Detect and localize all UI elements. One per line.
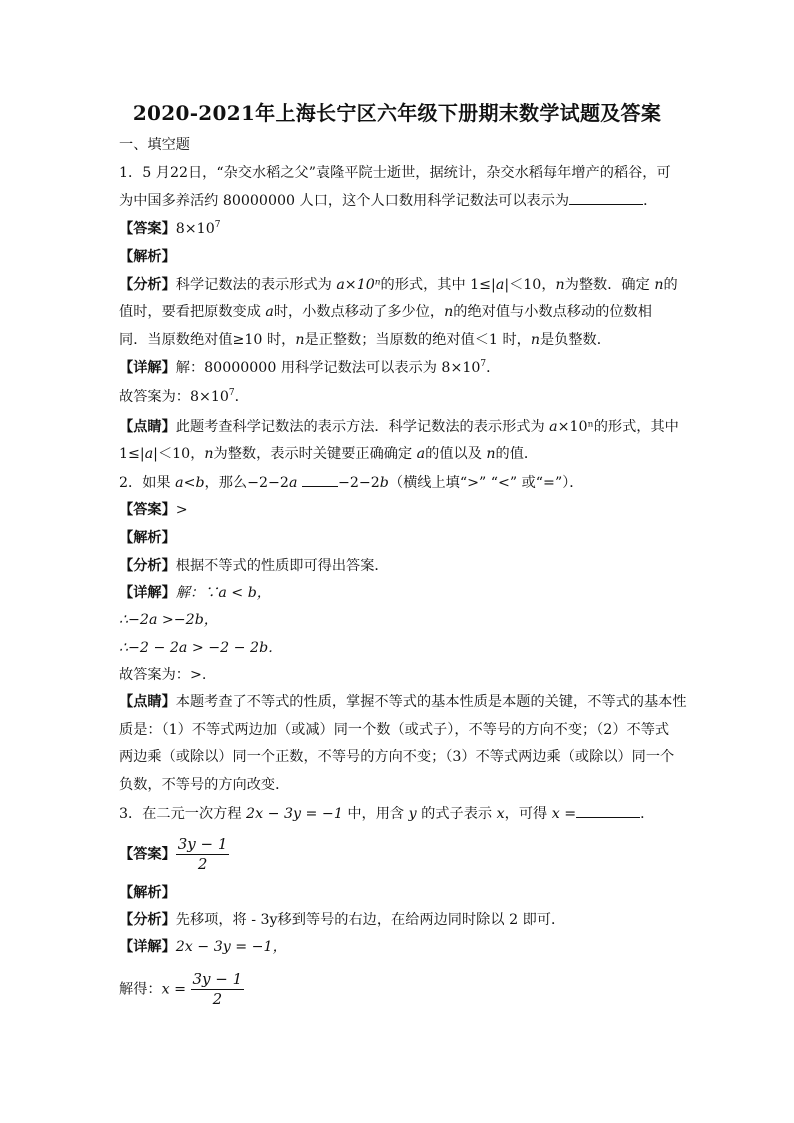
analysis-tag: 【解析】	[119, 530, 176, 546]
analysis-tag: 【解析】	[119, 885, 176, 901]
q2-final: 故答案为：>.	[119, 667, 207, 683]
q3-answer-blank	[576, 803, 640, 818]
document-title: 2020-2021年上海长宁区六年级下册期末数学试题及答案	[132, 101, 662, 125]
q1-fenxi-text: 的绝对值与小数点移动的位数相	[453, 304, 652, 320]
q1-fenxi-var: a	[495, 277, 505, 293]
q1-xiangjie-text: 解：80000000 用科学记数法可以表示为 8×10	[175, 360, 481, 376]
q1-final-text: 故答案为：8×10	[119, 389, 229, 405]
q2-xiangjie-line	[119, 583, 271, 603]
q3-fenxi-text: 先移项，将 - 3y移到等号的右边，在给两边同时除以 2 即可．	[175, 912, 566, 928]
q2-dianjing-text: 本题考查了不等式的性质，掌握不等式的基本性质是本题的关键，不等式的基本性	[175, 694, 687, 710]
q1-dianjing-text: 的值以及	[425, 446, 487, 462]
xiangjie-tag: 【详解】	[119, 585, 176, 601]
q3-solution-var: x =	[161, 981, 186, 998]
q2-answer-line	[119, 500, 188, 520]
q1-fenxi-var: n	[654, 277, 664, 293]
dianjing-tag: 【点睛】	[119, 419, 176, 435]
q1-dianjing-var: a	[416, 446, 426, 462]
q1-fenxi-line1	[119, 275, 678, 295]
q2-dianjing-line2: 质是：（1）不等式两边加（或减）同一个数（或式子），不等号的方向不变；（2）不等式	[119, 722, 670, 738]
fraction-numerator: 3y − 1	[192, 970, 243, 988]
q1-fenxi-line2	[119, 302, 652, 322]
analysis-tag: 【解析】	[119, 249, 176, 265]
q1-fenxi-text: 同．当原数绝对值≥10 时，	[119, 332, 296, 348]
q2-dianjing-line3: 两边乘（或除以）同一个正数，不等号的方向不变；（3）不等式两边乘（或除以）同一个	[119, 749, 675, 765]
fraction-numerator: 3y − 1	[177, 835, 228, 853]
q1-answer-exponent: 7	[214, 220, 221, 230]
q2-condition: a<b	[175, 475, 205, 491]
q1-fenxi-text: 的形式，其中 1≤|	[380, 277, 496, 293]
q1-answer-blank	[569, 190, 643, 205]
q3-fenxi-line	[119, 910, 565, 930]
q1-fenxi-var: n	[530, 332, 540, 348]
q1-dianjing-text: 为整数，表示时关键要正确确定	[213, 446, 417, 462]
q2-text-part: 2．如果	[119, 475, 176, 491]
q2-text-part: −2−2	[337, 475, 380, 491]
xiangjie-tag: 【详解】	[119, 360, 176, 376]
q1-fenxi-formula: a×10ⁿ	[336, 277, 381, 293]
fenxi-tag: 【分析】	[119, 912, 176, 928]
q1-fenxi-text: 的	[663, 277, 678, 293]
q3-var: y	[408, 806, 417, 822]
q1-xiangjie-end: ．	[486, 360, 501, 376]
q2-var: a	[288, 475, 298, 491]
q1-fenxi-text: 是负整数．	[539, 332, 611, 348]
q1-text-line1: 1．5 月22日，“杂交水稻之父”袁隆平院士逝世，据统计，杂交水稻每年增产的稻谷，可	[119, 165, 671, 181]
q1-dianjing-text: |＜10，	[153, 446, 205, 462]
q1-fenxi-line3	[119, 330, 611, 350]
q2-xiangjie-text: 解：∵a < b，	[175, 585, 271, 601]
answer-tag: 【答案】	[119, 221, 176, 237]
q1-dianjing-line1	[119, 417, 679, 437]
answer-tag: 【答案】	[119, 846, 176, 863]
q1-fenxi-text: 时，小数点移动了多少位，	[273, 304, 445, 320]
q1-text-end: ．	[643, 193, 658, 209]
q1-dianjing-text: 此题考查科学记数法的表示方法．科学记数法的表示形式为	[175, 419, 550, 435]
q3-text-end: ．	[640, 806, 655, 822]
q1-text-line2	[119, 190, 657, 211]
q3-var: x	[496, 806, 505, 822]
q1-fenxi-text: 为整数．确定	[564, 277, 655, 293]
q1-fenxi-text: 科学记数法的表示形式为	[175, 277, 337, 293]
q2-dianjing-line4: 负数，不等号的方向改变．	[119, 777, 290, 793]
fenxi-tag: 【分析】	[119, 277, 176, 293]
q3-text-part: ，可得	[504, 806, 552, 822]
q3-xiangjie-line	[119, 937, 287, 957]
q2-answer-value: >	[175, 502, 188, 518]
q1-dianjing-var: a	[549, 419, 558, 435]
q1-fenxi-var: n	[444, 304, 454, 320]
q3-answer-line	[119, 835, 229, 874]
q1-dianjing-line2	[119, 444, 538, 464]
q1-answer-value: 8×10	[175, 221, 215, 237]
q2-var: b	[379, 475, 389, 491]
q3-var: x =	[551, 806, 577, 822]
q2-text-part: （横线上填“>” “<” 或“=”）．	[388, 475, 584, 491]
q1-answer-line	[119, 219, 220, 239]
q1-dianjing-text: ×10ⁿ的形式，其中	[557, 419, 679, 435]
q1-dianjing-var: n	[204, 446, 214, 462]
answer-tag: 【答案】	[119, 502, 176, 518]
q1-dianjing-var: a	[144, 446, 154, 462]
q1-fenxi-var: a	[265, 304, 274, 320]
q1-final-exponent: 7	[228, 388, 235, 398]
q3-solution-label: 解得：	[119, 981, 162, 998]
q1-fenxi-text: 值时，要看把原数变成	[119, 304, 266, 320]
q2-step2: ∴−2 − 2a > −2 − 2b．	[119, 640, 283, 656]
q1-fenxi-var: n	[555, 277, 565, 293]
q1-fenxi-text: 是正整数；当原数的绝对值＜1 时，	[304, 332, 531, 348]
fraction-denominator: 2	[197, 855, 208, 873]
q1-final-line	[119, 387, 249, 407]
fraction-denominator: 2	[212, 990, 223, 1008]
q3-text-part: 的式子表示	[416, 806, 497, 822]
q3-text	[119, 803, 654, 824]
q2-step1: ∴−2a >−2b，	[119, 612, 218, 628]
q1-final-end: ．	[234, 389, 249, 405]
q1-fenxi-var: n	[295, 332, 305, 348]
section-heading: 一、填空题	[119, 137, 190, 153]
q3-equation: 2x − 3y = −1	[246, 806, 343, 822]
q3-xiangjie-text: 2x − 3y = −1，	[175, 939, 287, 955]
q2-text-part: ，那么−2−2	[204, 475, 289, 491]
q1-dianjing-text: 的值．	[495, 446, 539, 462]
q2-dianjing-line1	[119, 692, 687, 712]
q3-text-part: 中，用含	[342, 806, 409, 822]
xiangjie-tag: 【详解】	[119, 939, 176, 955]
q3-text-part: 3．在二元一次方程	[119, 806, 247, 822]
q1-dianjing-text: 1≤|	[119, 446, 145, 462]
q1-fenxi-text: |＜10，	[504, 277, 556, 293]
q1-xiangjie-line	[119, 358, 500, 378]
q3-solution-fraction	[191, 970, 245, 1009]
q1-xiangjie-exponent: 7	[480, 359, 487, 369]
fenxi-tag: 【分析】	[119, 558, 176, 574]
q3-solution-line	[119, 970, 244, 1009]
q3-answer-fraction	[176, 835, 230, 874]
q2-text	[119, 472, 583, 493]
q2-fenxi-line	[119, 556, 389, 576]
q2-answer-blank	[302, 472, 338, 487]
q1-text-body: 为中国多养活约 80000000 人口，这个人口数用科学记数法可以表示为	[119, 193, 570, 209]
dianjing-tag: 【点睛】	[119, 694, 176, 710]
q2-fenxi-text: 根据不等式的性质即可得出答案．	[175, 558, 389, 574]
q1-dianjing-var: n	[486, 446, 496, 462]
